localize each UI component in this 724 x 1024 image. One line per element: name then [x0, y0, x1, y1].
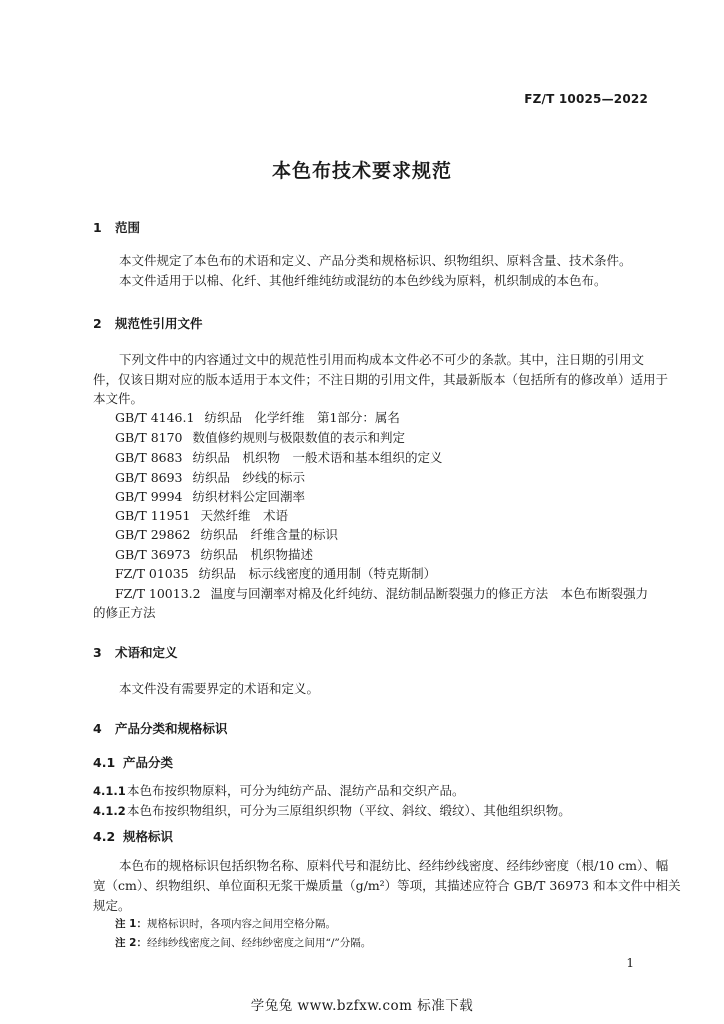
page-number: 1 [626, 956, 634, 970]
reference-item: GB/T 29862 纺织品 纤维含量的标识 [115, 527, 338, 542]
reference-item: GB/T 8683 纺织品 机织物 一般术语和基本组织的定义 [115, 450, 443, 465]
reference-item: FZ/T 10013.2 温度与回潮率对棉及化纤纯纺、混纺制品断裂强力的修正方法 本色布断裂强力 [115, 586, 649, 601]
note-2: 注 2：经纬纱线密度之间、经纬纱密度之间用“/”分隔。 [115, 937, 372, 949]
document-title: 本色布技术要求规范 [271, 160, 452, 182]
section-1-heading: 1 范围 [93, 220, 141, 235]
footer-watermark-text[interactable]: 学兔兔 www.bzfxw.com 标准下载 [250, 998, 474, 1014]
section-4-heading: 4 产品分类和规格标识 [93, 721, 228, 736]
section-2-intro-line-2: 件，仅该日期对应的版本适用于本文件；不注日期的引用文件，其最新版本（包括所有的修改单）适用于 [93, 372, 669, 387]
section-4-2-line-3: 规定。 [93, 898, 131, 913]
reference-item: GB/T 36973 纺织品 机织物描述 [115, 547, 313, 562]
section-2-intro-line-3: 本文件。 [93, 391, 144, 406]
section-4-2-line-2: 宽（cm）、织物组织、单位面积无浆干燥质量（g/m²）等项，其描述应符合 GB/T 36973 和本文件中相关 [93, 878, 681, 893]
section-3-heading: 3 术语和定义 [93, 645, 178, 660]
section-2-heading: 2 规范性引用文件 [93, 316, 203, 331]
reference-item: GB/T 11951 天然纤维 术语 [115, 508, 288, 523]
clause-4-1-1: 4.1.1本色布按织物原料，可分为纯纺产品、混纺产品和交织产品。 [93, 783, 465, 798]
section-4-1-heading: 4.1 产品分类 [93, 755, 174, 770]
section-1-para-2: 本文件适用于以棉、化纤、其他纤维纯纺或混纺的本色纱线为原料，机织制成的本色布。 [119, 273, 607, 288]
section-4-2-heading: 4.2 规格标识 [93, 829, 174, 844]
section-3-para: 本文件没有需要界定的术语和定义。 [119, 681, 320, 696]
reference-item: GB/T 9994 纺织材料公定回潮率 [115, 489, 306, 504]
reference-item: GB/T 4146.1 纺织品 化学纤维 第1部分：属名 [115, 410, 400, 425]
section-2-intro-line-1: 下列文件中的内容通过文中的规范性引用而构成本文件必不可少的条款。其中，注日期的引用文 [119, 352, 645, 367]
clause-4-1-2: 4.1.2本色布按织物组织，可分为三原组织织物（平纹、斜纹、缎纹）、其他组织织物。 [93, 803, 571, 818]
reference-item: GB/T 8170 数值修约规则与极限数值的表示和判定 [115, 430, 406, 445]
reference-item-continuation: 的修正方法 [93, 605, 156, 620]
section-4-2-line-1: 本色布的规格标识包括织物名称、原料代号和混纺比、经纬纱线密度、经纬纱密度（根/10 cm）、幅 [119, 858, 669, 873]
note-1: 注 1：规格标识时，各项内容之间用空格分隔。 [115, 918, 336, 930]
standard-code: FZ/T 10025—2022 [524, 92, 648, 106]
reference-item: FZ/T 01035 纺织品 标示线密度的通用制（特克斯制） [115, 566, 437, 581]
section-1-para-1: 本文件规定了本色布的术语和定义、产品分类和规格标识、织物组织、原料含量、技术条件。 [119, 253, 632, 268]
reference-item: GB/T 8693 纺织品 纱线的标示 [115, 470, 306, 485]
